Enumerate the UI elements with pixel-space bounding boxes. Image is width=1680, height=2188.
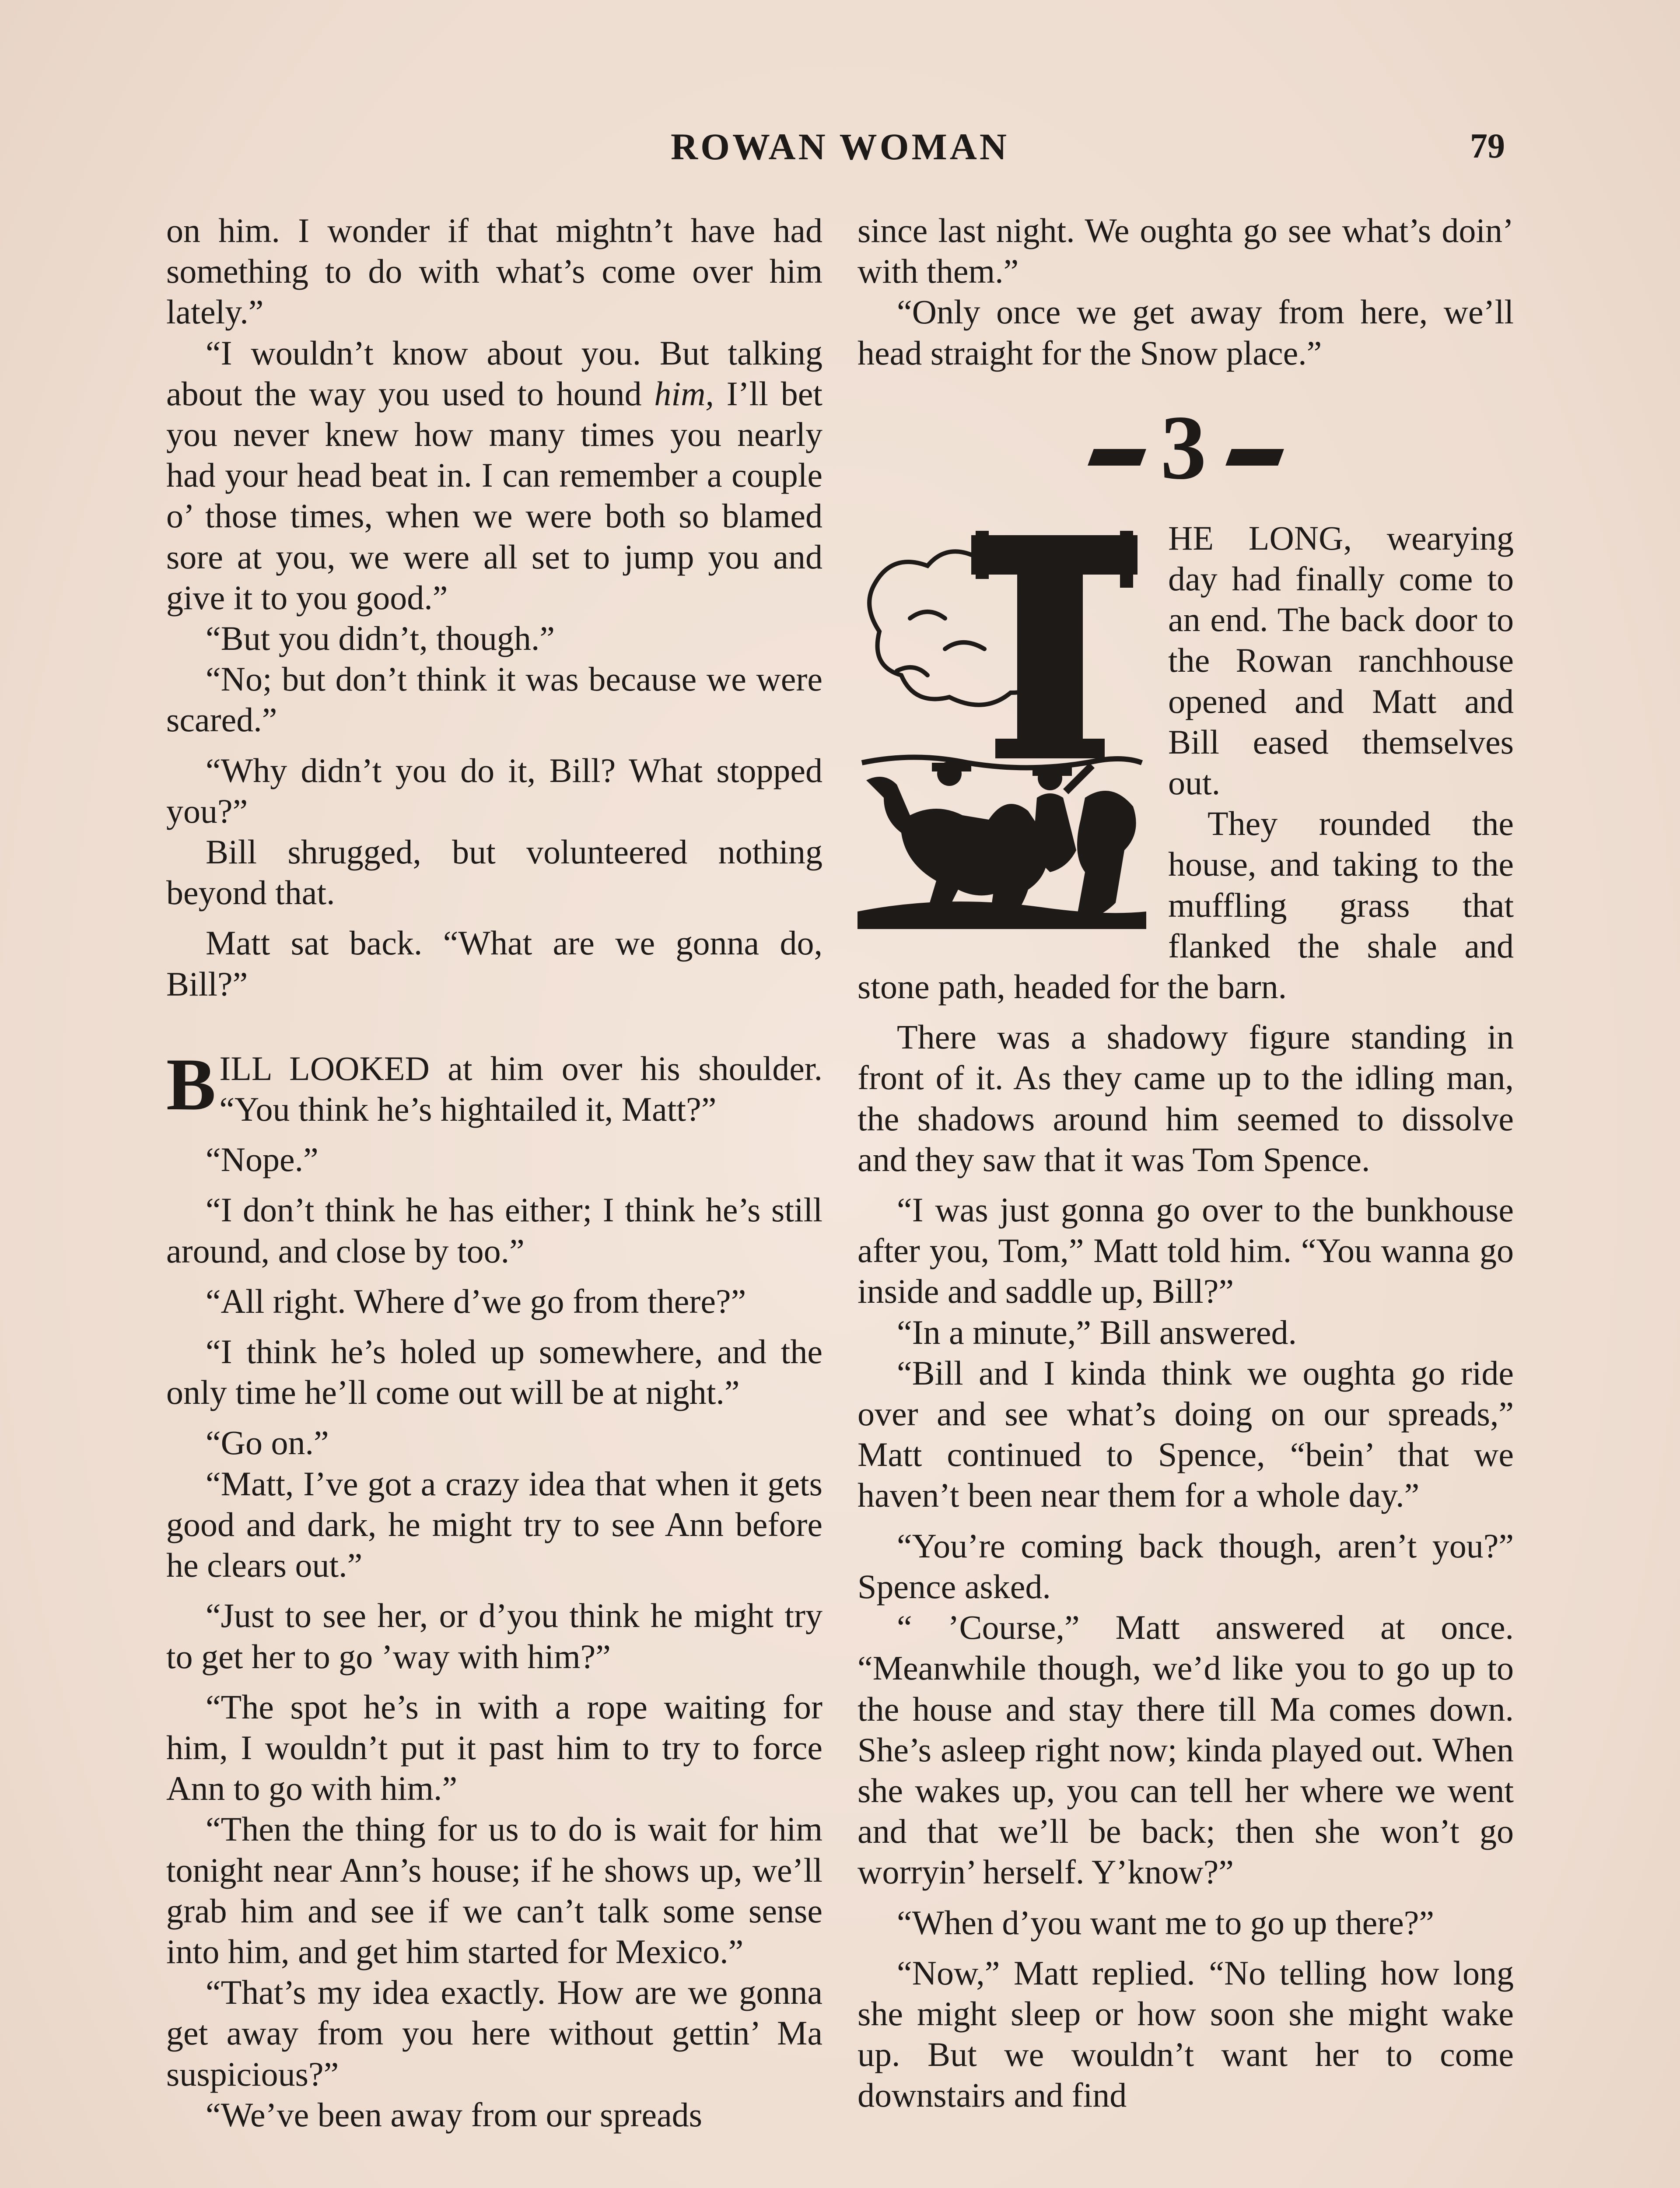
text-run: ILL LOOKED at him over his shoulder. “You think he’s hightailed it, Matt?”: [219, 1049, 822, 1129]
page-number: 79: [1470, 127, 1505, 165]
paragraph: “Go on.”: [206, 1424, 329, 1462]
paragraph: “But you didn’t, though.”: [206, 619, 555, 658]
paragraph: Bill shrugged, but volunteered nothing beyond that.: [166, 833, 822, 912]
right-column: [858, 210, 1514, 2116]
paragraph: “No; but don’t think it was because we were scared.”: [166, 660, 822, 739]
paragraph: “In a minute,” Bill answered.: [897, 1313, 1297, 1351]
paragraph: “ ’Course,” Matt answered at once. “Meanwhile though, we’d like you to go up to the house and stay there till Ma comes down. She’s asleep right now; kinda played out. When she wakes up, you can tell her where we went and that we’ll be back; then she won’t go worryin’ herself. Y’know?”: [858, 1608, 1514, 1891]
paragraph: “Nope.”: [206, 1140, 318, 1179]
paragraph: “We’ve been away from our spreads: [206, 2095, 703, 2134]
paragraph: on him. I wonder if that mightn’t have had something to do with what’s come over him lately.”: [166, 211, 822, 331]
paragraph: “You’re coming back though, aren’t you?” Spence asked.: [858, 1526, 1514, 1606]
section-opening-paragraph: [166, 1043, 822, 1129]
paragraph: They rounded the house, and taking to the muffling grass that flanked the shale and stone path, headed for the barn.: [858, 804, 1514, 1006]
paragraph: “When d’you want me to go up there?”: [897, 1903, 1435, 1942]
text-run: “I wouldn’t know about you. But talking about the way you used to hound: [166, 333, 822, 413]
paragraph: “Matt, I’ve got a crazy idea that when it gets good and dark, he might try to see Ann before he clears out.”: [166, 1464, 822, 1585]
paragraph: “I was just gonna go over to the bunkhouse after you, Tom,” Matt told him. “You wanna go inside and saddle up, Bill?”: [858, 1191, 1514, 1311]
drop-cap: B: [166, 1043, 216, 1126]
paragraph: “Only once we get away from here, we’ll head straight for the Snow place.”: [858, 293, 1514, 372]
paragraph: “All right. Where d’we go from there?”: [206, 1282, 746, 1320]
paragraph: “Now,” Matt replied. “No telling how long she might sleep or how soon she might wake up. But we wouldn’t want her to come downstairs and find: [858, 1953, 1514, 2114]
running-title: ROWAN WOMAN: [671, 126, 1009, 168]
paragraph: “I think he’s holed up somewhere, and the only time he’ll come out will be at night.”: [166, 1332, 822, 1412]
paragraph: “Then the thing for us to do is wait for him tonight near Ann’s house; if he shows up, we’ll grab him and see if we can’t talk some sense into him, and get him started for Mexico.”: [166, 1810, 822, 1971]
page-header: [0, 125, 1680, 173]
paragraph: Matt sat back. “What are we gonna do, Bill?”: [166, 924, 822, 1003]
paragraph: [166, 333, 822, 618]
paragraph: “That’s my idea exactly. How are we gonna get away from you here without gettin’ Ma suspicious?”: [166, 1973, 822, 2093]
chapter-number: [858, 396, 1514, 498]
chapter-dash-right: [1225, 449, 1284, 466]
chapter-dash-left: [1088, 449, 1146, 466]
paragraph: There was a shadowy figure standing in front of it. As they came up to the idling man, the shadows around him seemed to dissolve and they saw that it was Tom Spence.: [858, 1018, 1514, 1178]
left-column: [166, 210, 822, 2135]
chapter-number-text: 3: [1160, 396, 1211, 498]
illustrated-initial-t-icon: [858, 518, 1151, 938]
chapter-illustration: [858, 518, 1151, 938]
paragraph: “The spot he’s in with a rope waiting for him, I wouldn’t put it past him to try to force Ann to go with him.”: [166, 1687, 822, 1808]
emphasis: him,: [654, 374, 714, 413]
paragraph: “Bill and I kinda think we oughta go ride over and see what’s doing on our spreads,” Matt continued to Spence, “bein’ that we haven’t been near them for a whole day.”: [858, 1353, 1514, 1515]
paragraph: “Why didn’t you do it, Bill? What stopped you?”: [166, 751, 822, 830]
paragraph: since last night. We oughta go see what’s doin’ with them.”: [858, 211, 1514, 291]
paragraph: “Just to see her, or d’you think he might try to get her to go ’way with him?”: [166, 1596, 822, 1676]
text-run: HE LONG, wearying day had finally come to an end. The back door to the Rowan ranchhouse opened and Matt and Bill eased themselves out.: [1168, 519, 1514, 802]
paragraph: “I don’t think he has either; I think he’s still around, and close by too.”: [166, 1191, 822, 1270]
text-run: I’ll bet you never knew how many times you nearly had your head beat in. I can remember a couple o’ those times, when we were both so blamed sore at you, we were all set to jump you and give it to you good.”: [166, 374, 822, 617]
